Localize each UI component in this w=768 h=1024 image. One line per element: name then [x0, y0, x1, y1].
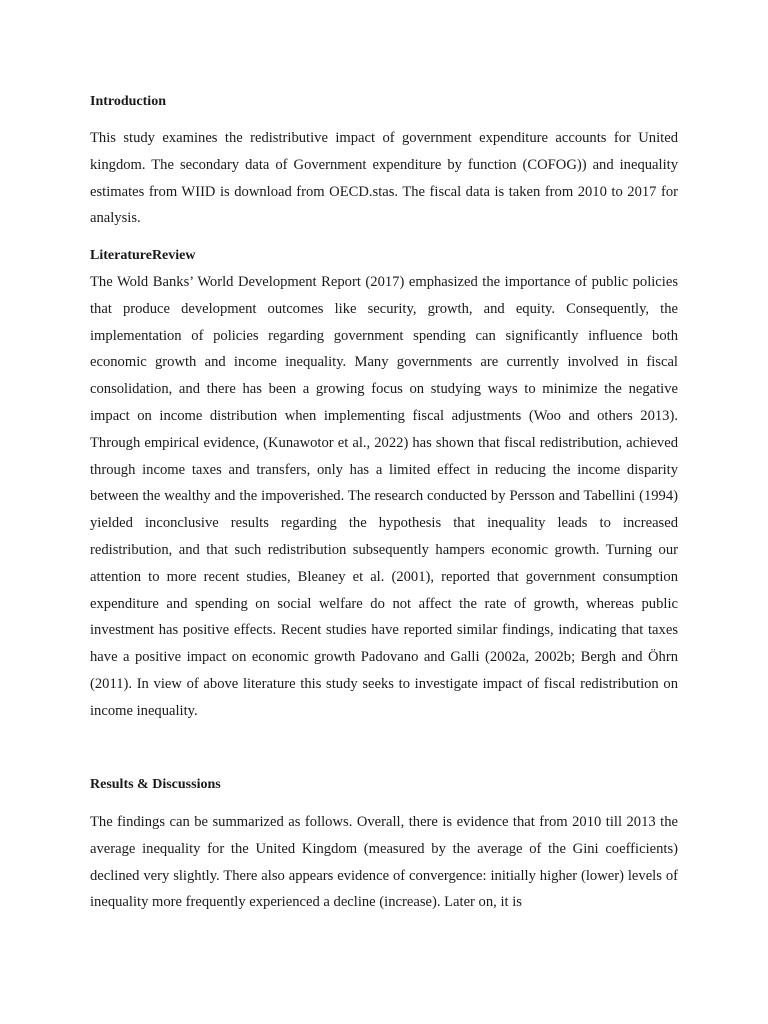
results-paragraph: The findings can be summarized as follows. Overall, there is evidence that from 2010 till 2013 the average inequality for the United Kingdom (measured by the average of the Gini coefficients) declined very slightly. There also appears evidence of convergence: initially higher (lower) levels of inequality more frequently experienced a decline (increase). Later on, it is [90, 814, 678, 911]
introduction-heading: Introduction [90, 94, 166, 109]
literature-review-heading: LiteratureReview [90, 248, 196, 263]
results-heading: Results & Discussions [90, 777, 221, 792]
literature-review-paragraph: The Wold Banks’ World Development Report (2017) emphasized the importance of public policies that produce development outcomes like security, growth, and equity. Consequently, the implementation of policies regarding government spending can significantly influence both economic growth and income inequality. Many governments are currently involved in fiscal consolidation, and there has been a growing focus on studying ways to minimize the negative impact on income distribution when implementing fiscal adjustments (Woo and others 2013). Through empirical evidence, (Kunawotor et al., 2022) has shown that fiscal redistribution, achieved through income taxes and transfers, only has a limited effect in reducing the income disparity between the wealthy and the impoverished. The research conducted by Persson and Tabellini (1994) yielded inconclusive results regarding the hypothesis that inequality leads to increased redistribution, and that such redistribution subsequently hampers economic growth. Turning our attention to more recent studies, Bleaney et al. (2001), reported that government consumption expenditure and spending on social welfare do not affect the rate of growth, whereas public investment has positive effects. Recent studies have reported similar findings, indicating that taxes have a positive impact on economic growth Padovano and Galli (2002a, 2002b; Bergh and Öhrn (2011). In view of above literature this study seeks to investigate impact of fiscal redistribution on income inequality. [90, 274, 678, 719]
introduction-paragraph: This study examines the redistributive impact of government expenditure accounts for United kingdom. The secondary data of Government expenditure by function (COFOG)) and inequality estimates from WIID is download from OECD.stas. The fiscal data is taken from 2010 to 2017 for analysis. [90, 130, 678, 227]
